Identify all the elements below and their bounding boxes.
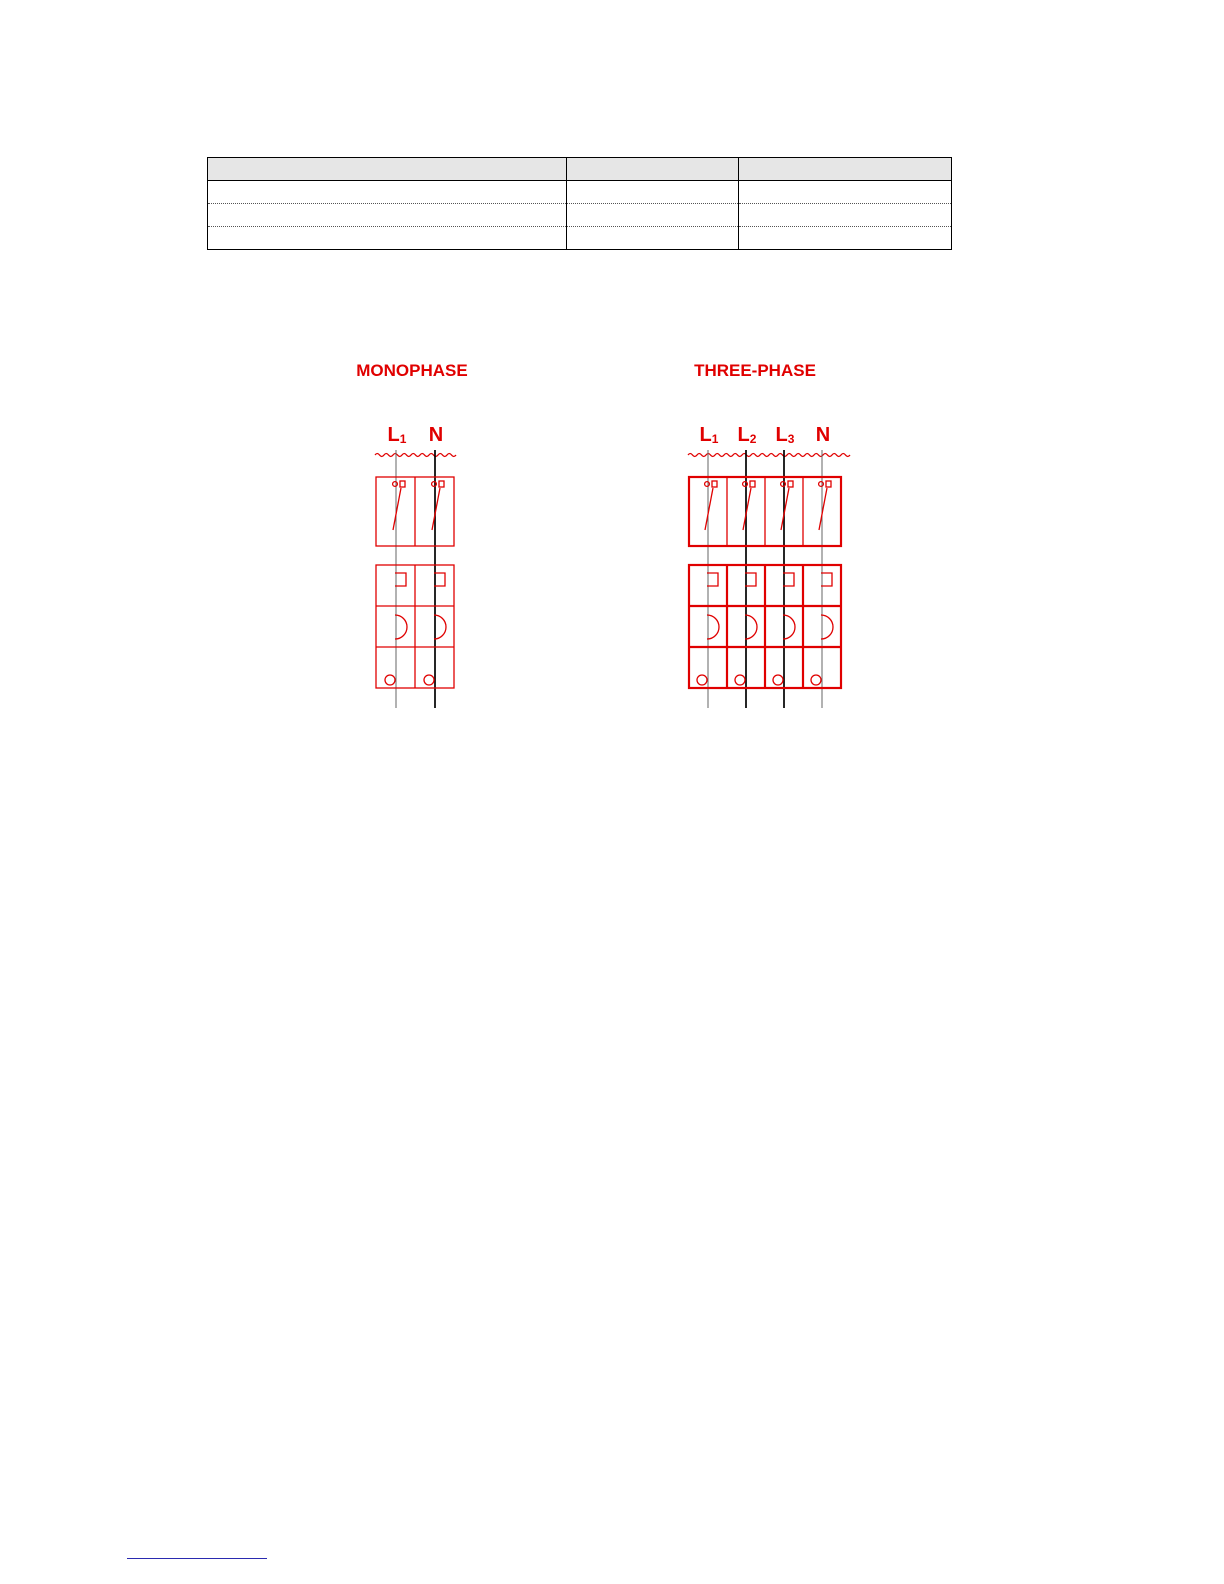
contact-circle <box>819 482 824 487</box>
terminal-label: L1 <box>387 424 407 446</box>
contact-square <box>788 481 793 487</box>
contact-square <box>750 481 755 487</box>
wiring-diagrams <box>0 0 1224 760</box>
contact-square <box>439 481 444 487</box>
monophase-title: MONOPHASE <box>356 361 468 380</box>
supply-wave <box>375 454 456 457</box>
monophase-diagram <box>356 361 467 708</box>
contact-square <box>826 481 831 487</box>
output-terminal <box>385 675 395 685</box>
contact-square <box>400 481 405 487</box>
three-phase-title: THREE-PHASE <box>694 361 816 380</box>
terminal-subscript: 2 <box>749 432 757 446</box>
terminal-subscript: 1 <box>399 432 407 446</box>
supply-wave <box>688 454 850 457</box>
output-terminal <box>773 675 783 685</box>
output-terminal <box>811 675 821 685</box>
magnetic-trip <box>707 573 718 586</box>
terminal-label: L2 <box>737 424 757 446</box>
thermal-trip <box>395 615 407 639</box>
terminal-label: N <box>428 424 444 446</box>
contact-circle <box>705 482 710 487</box>
contact-circle <box>393 482 398 487</box>
terminal-label: L3 <box>775 424 795 446</box>
terminal-label: N <box>815 424 831 446</box>
switch-blade <box>705 488 713 530</box>
switch-blade <box>432 488 440 530</box>
thermal-trip <box>821 615 833 639</box>
terminal-subscript: 3 <box>787 432 795 446</box>
terminal-subscript: 1 <box>711 432 719 446</box>
magnetic-trip <box>821 573 832 586</box>
output-terminal <box>424 675 434 685</box>
switch-blade <box>743 488 751 530</box>
switch-blade <box>781 488 789 530</box>
output-terminal <box>697 675 707 685</box>
three-phase-diagram <box>688 361 850 708</box>
thermal-trip <box>707 615 719 639</box>
output-terminal <box>735 675 745 685</box>
switch-blade <box>819 488 827 530</box>
contact-square <box>712 481 717 487</box>
magnetic-trip <box>395 573 406 586</box>
footer-rule <box>127 1558 267 1559</box>
terminal-label: L1 <box>699 424 719 446</box>
switch-blade <box>393 488 401 530</box>
